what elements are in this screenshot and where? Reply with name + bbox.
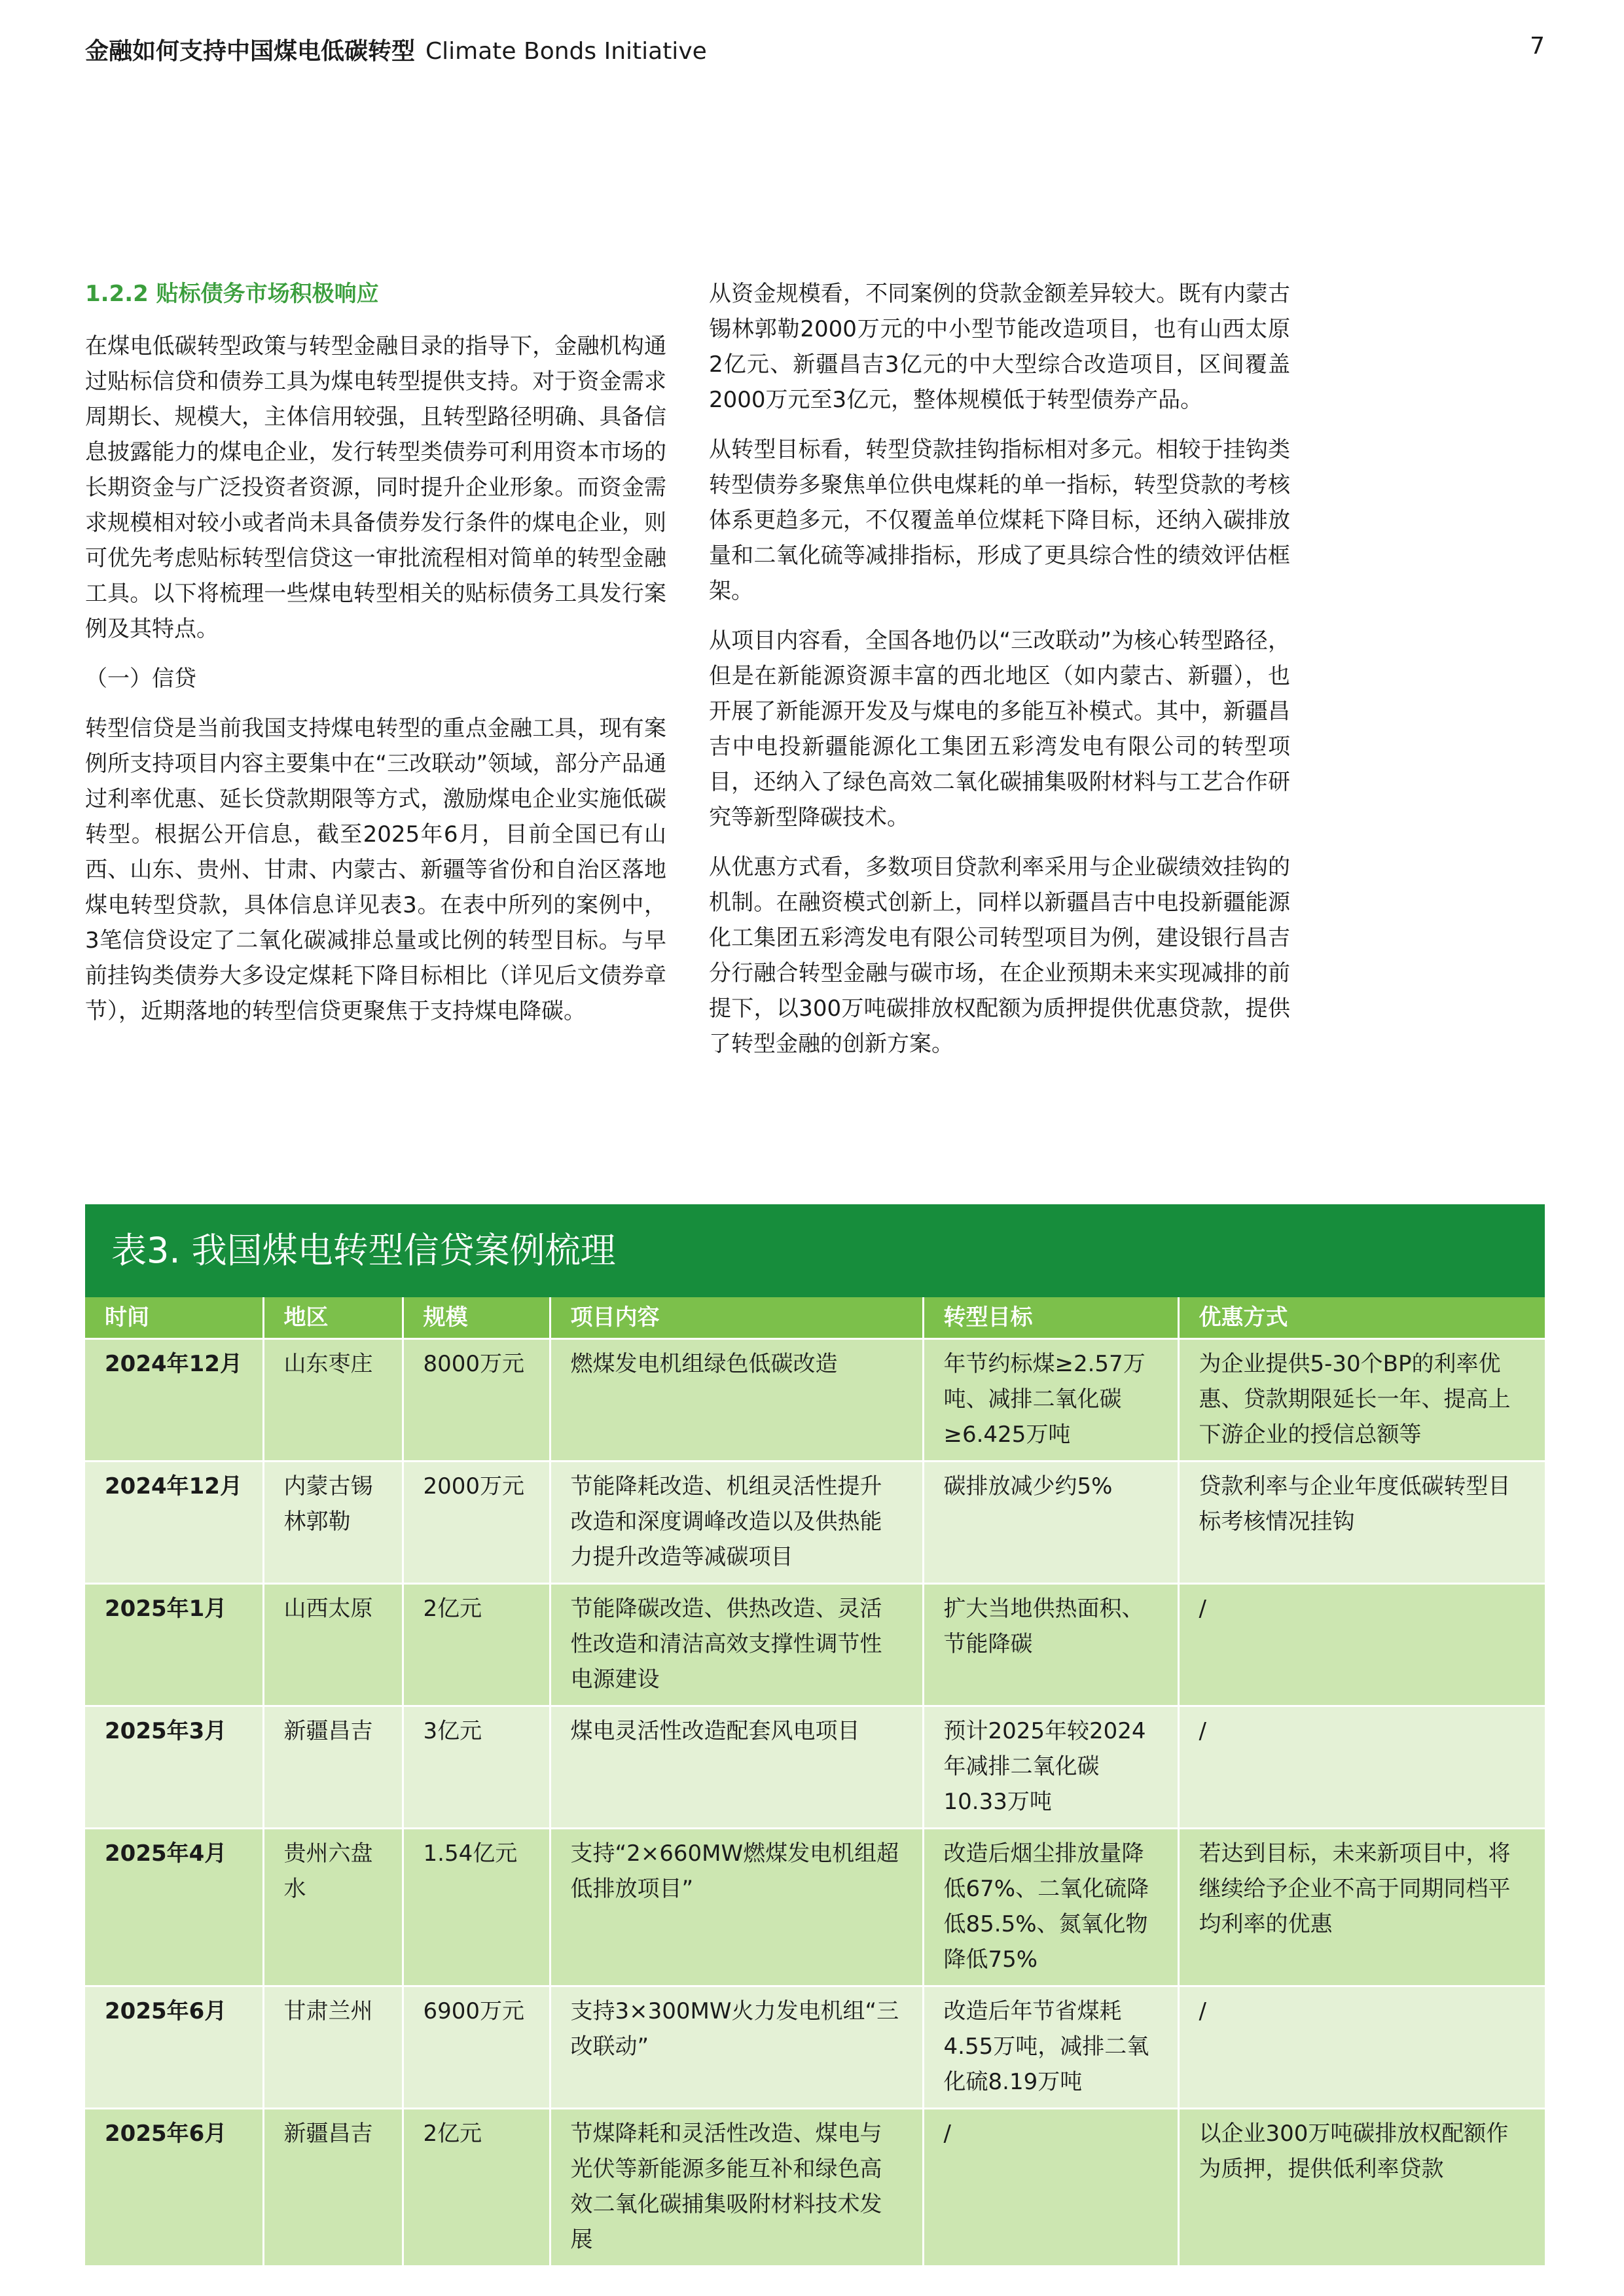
cell-project: 节能降碳改造、供热改造、灵活性改造和清洁高效支撑性调节性电源建设	[550, 1584, 923, 1706]
cell-time: 2024年12月	[85, 1462, 263, 1584]
cell-region: 贵州六盘水	[263, 1829, 403, 1986]
table-header-row	[85, 1297, 1545, 1339]
cell-project: 燃煤发电机组绿色低碳改造	[550, 1339, 923, 1462]
table-row	[85, 2109, 1545, 2266]
table-row	[85, 1829, 1545, 1986]
loan-cases-table	[85, 1204, 1545, 2265]
cell-region: 新疆昌吉	[263, 1706, 403, 1829]
document-title: 金融如何支持中国煤电低碳转型	[85, 38, 416, 65]
cell-scale: 8000万元	[403, 1339, 550, 1462]
table-row	[85, 1584, 1545, 1706]
cell-target: 扩大当地供热面积、节能降碳	[923, 1584, 1178, 1706]
cell-project: 节煤降耗和灵活性改造、煤电与光伏等新能源多能互补和绿色高效二氧化碳捕集吸附材料技术发展	[550, 2109, 923, 2266]
column-header-region: 地区	[263, 1297, 403, 1339]
table-title: 表3. 我国煤电转型信贷案例梳理	[85, 1204, 1545, 1297]
cell-region: 甘肃兰州	[263, 1986, 403, 2109]
left-column	[85, 276, 666, 1043]
cell-scale: 2亿元	[403, 2109, 550, 2266]
cell-target: 碳排放减少约5%	[923, 1462, 1178, 1584]
table-row	[85, 1462, 1545, 1584]
page-header	[85, 33, 1545, 69]
cell-target: /	[923, 2109, 1178, 2266]
cell-project: 支持3×300MW火力发电机组“三改联动”	[550, 1986, 923, 2109]
cell-scale: 2亿元	[403, 1584, 550, 1706]
subsection-label: （一）信贷	[85, 666, 196, 692]
cell-region: 山东枣庄	[263, 1339, 403, 1462]
cell-time: 2025年6月	[85, 2109, 263, 2266]
table-row	[85, 1986, 1545, 2109]
section-heading: 1.2.2 贴标债务市场积极响应	[85, 281, 379, 307]
data-table	[85, 1297, 1545, 2265]
paragraph: 从资金规模看，不同案例的贷款金额差异较大。既有内蒙古锡林郭勒2000万元的中小型节能改造项目，也有山西太原2亿元、新疆昌吉3亿元的中大型综合改造项目，区间覆盖2000万元至3亿元，整体规模低于转型债券产品。	[709, 281, 1290, 413]
cell-region: 内蒙古锡林郭勒	[263, 1462, 403, 1584]
cell-time: 2024年12月	[85, 1339, 263, 1462]
cell-incentive: /	[1178, 1584, 1545, 1706]
cell-incentive: 贷款利率与企业年度低碳转型目标考核情况挂钩	[1178, 1462, 1545, 1584]
paragraph: 转型信贷是当前我国支持煤电转型的重点金融工具，现有案例所支持项目内容主要集中在“三改联动”领域，部分产品通过利率优惠、延长贷款期限等方式，激励煤电企业实施低碳转型。根据公开信息，截至2025年6月，目前全国已有山西、山东、贵州、甘肃、内蒙古、新疆等省份和自治区落地煤电转型贷款，具体信息详见表3。在表中所列的案例中，3笔信贷设定了二氧化碳减排总量或比例的转型目标。与早前挂钩类债券大多设定煤耗下降目标相比（详见后文债券章节），近期落地的转型信贷更聚焦于支持煤电降碳。	[85, 715, 666, 1024]
cell-scale: 3亿元	[403, 1706, 550, 1829]
cell-time: 2025年1月	[85, 1584, 263, 1706]
cell-project: 节能降耗改造、机组灵活性提升改造和深度调峰改造以及供热能力提升改造等减碳项目	[550, 1462, 923, 1584]
cell-scale: 1.54亿元	[403, 1829, 550, 1986]
cell-region: 山西太原	[263, 1584, 403, 1706]
cell-target: 预计2025年较2024年减排二氧化碳10.33万吨	[923, 1706, 1178, 1829]
cell-incentive: 为企业提供5-30个BP的利率优惠、贷款期限延长一年、提高上下游企业的授信总额等	[1178, 1339, 1545, 1462]
column-header-project: 项目内容	[550, 1297, 923, 1339]
cell-project: 煤电灵活性改造配套风电项目	[550, 1706, 923, 1829]
column-header-incentive: 优惠方式	[1178, 1297, 1545, 1339]
paragraph: 从项目内容看，全国各地仍以“三改联动”为核心转型路径，但是在新能源资源丰富的西北地区（如内蒙古、新疆），也开展了新能源开发及与煤电的多能互补模式。其中，新疆昌吉中电投新疆能源化工集团五彩湾发电有限公司的转型项目，还纳入了绿色高效二氧化碳捕集吸附材料与工艺合作研究等新型降碳技术。	[709, 628, 1290, 831]
paragraph: 从优惠方式看，多数项目贷款利率采用与企业碳绩效挂钩的机制。在融资模式创新上，同样以新疆昌吉中电投新疆能源化工集团五彩湾发电有限公司转型项目为例，建设银行昌吉分行融合转型金融与碳市场，在企业预期未来实现减排的前提下，以300万吨碳排放权配额为质押提供优惠贷款，提供了转型金融的创新方案。	[709, 854, 1290, 1057]
cell-target: 改造后年节省煤耗4.55万吨，减排二氧化硫8.19万吨	[923, 1986, 1178, 2109]
cell-incentive: 若达到目标，未来新项目中，将继续给予企业不高于同期同档平均利率的优惠	[1178, 1829, 1545, 1986]
cell-time: 2025年4月	[85, 1829, 263, 1986]
cell-time: 2025年6月	[85, 1986, 263, 2109]
cell-project: 支持“2×660MW燃煤发电机组超低排放项目”	[550, 1829, 923, 1986]
paragraph: 在煤电低碳转型政策与转型金融目录的指导下，金融机构通过贴标信贷和债券工具为煤电转型提供支持。对于资金需求周期长、规模大，主体信用较强，且转型路径明确、具备信息披露能力的煤电企业，发行转型类债券可利用资本市场的长期资金与广泛投资者资源，同时提升企业形象。而资金需求规模相对较小或者尚未具备债券发行条件的煤电企业，则可优先考虑贴标转型信贷这一审批流程相对简单的转型金融工具。以下将梳理一些煤电转型相关的贴标债务工具发行案例及其特点。	[85, 333, 666, 642]
column-header-time: 时间	[85, 1297, 263, 1339]
cell-incentive: 以企业300万吨碳排放权配额作为质押，提供低利率贷款	[1178, 2109, 1545, 2266]
table-row	[85, 1706, 1545, 1829]
running-title	[85, 33, 707, 66]
cell-scale: 6900万元	[403, 1986, 550, 2109]
column-header-target: 转型目标	[923, 1297, 1178, 1339]
cell-incentive: /	[1178, 1986, 1545, 2109]
column-header-scale: 规模	[403, 1297, 550, 1339]
cell-incentive: /	[1178, 1706, 1545, 1829]
cell-time: 2025年3月	[85, 1706, 263, 1829]
right-column	[709, 276, 1290, 1076]
cell-target: 改造后烟尘排放量降低67%、二氧化硫降低85.5%、氮氧化物降低75%	[923, 1829, 1178, 1986]
organization-name: Climate Bonds Initiative	[425, 38, 707, 65]
cell-region: 新疆昌吉	[263, 2109, 403, 2266]
page-number: 7	[1530, 33, 1545, 60]
table-row	[85, 1339, 1545, 1462]
paragraph: 从转型目标看，转型贷款挂钩指标相对多元。相较于挂钩类转型债券多聚焦单位供电煤耗的单一指标，转型贷款的考核体系更趋多元，不仅覆盖单位煤耗下降目标，还纳入碳排放量和二氧化硫等减排指标，形成了更具综合性的绩效评估框架。	[709, 437, 1290, 604]
cell-scale: 2000万元	[403, 1462, 550, 1584]
cell-target: 年节约标煤≥2.57万吨、减排二氧化碳≥6.425万吨	[923, 1339, 1178, 1462]
